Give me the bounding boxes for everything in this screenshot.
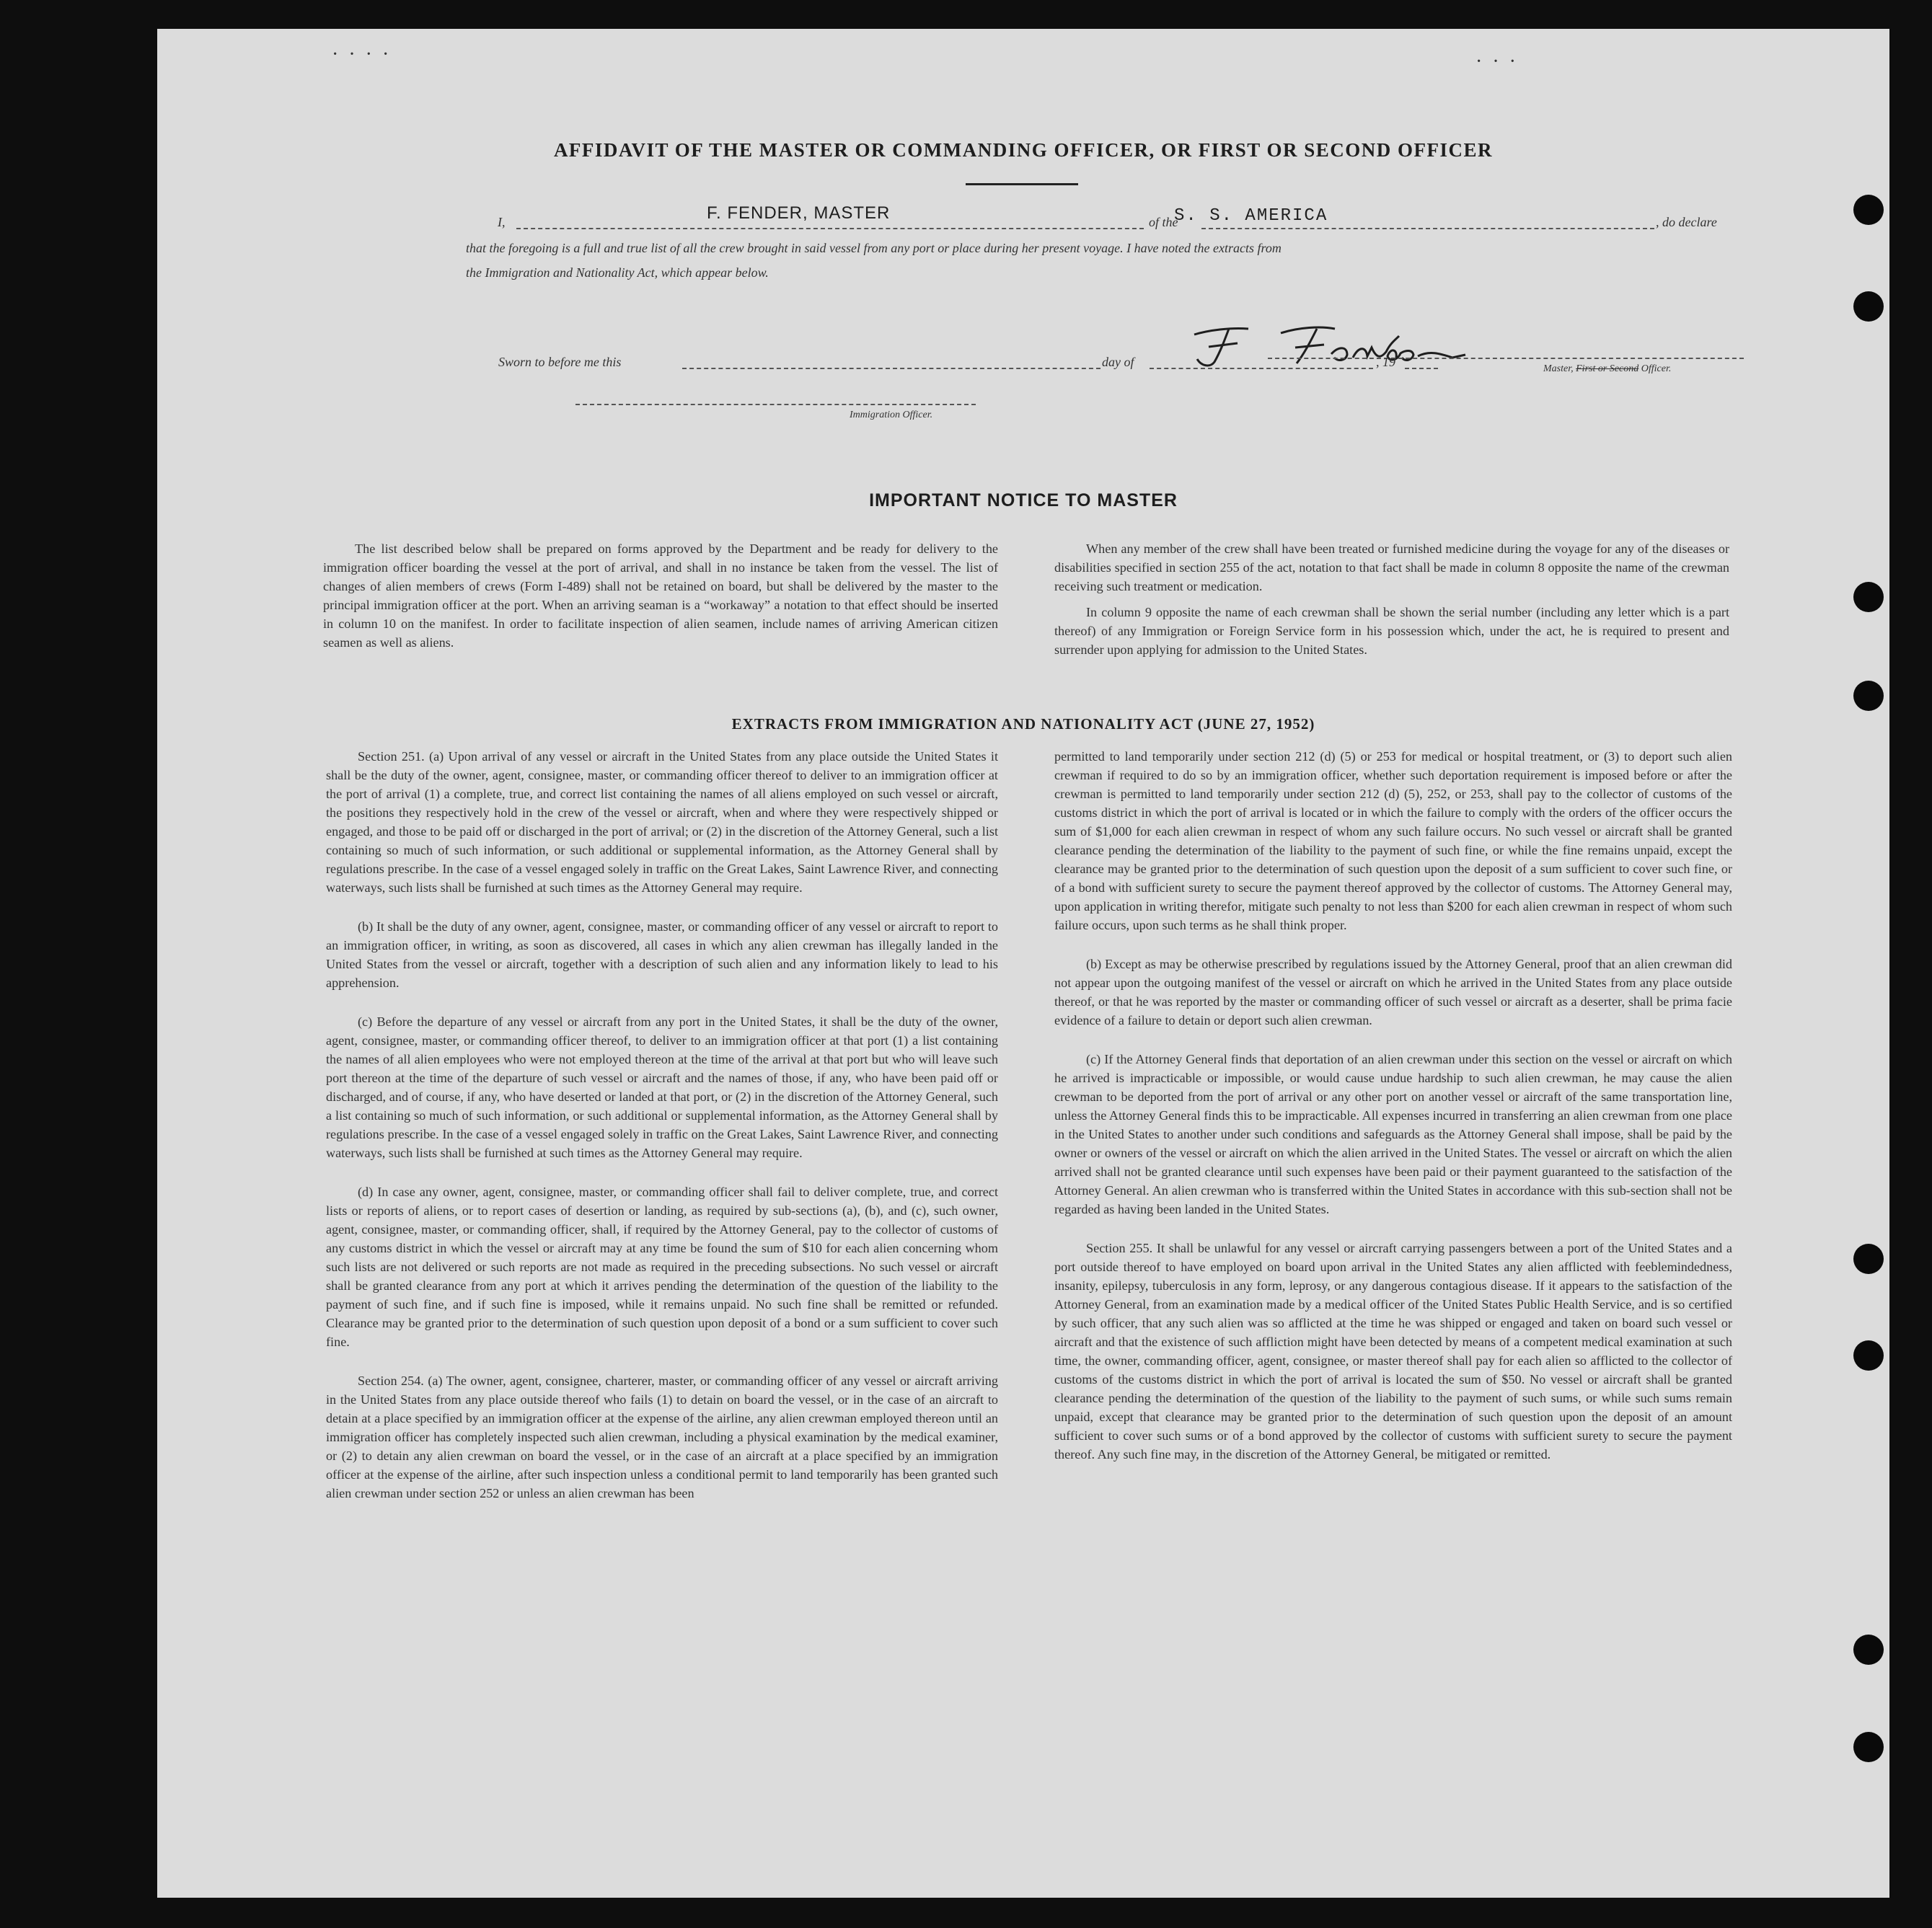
of-the-label: of the xyxy=(1149,215,1178,229)
section-251b: (b) It shall be the duty of any owner, agent, consignee, master, or commanding officer of any vessel or aircraft to report to an immigration officer, in writing, as soon as discovered, all cases in which any alien crewman has illegally landed in the United States from the vessel or aircraft, together with a description of such alien and any information likely to lead to his apprehension. xyxy=(326,919,998,990)
section-254a-continued: permitted to land temporarily under section 212 (d) (5) or 253 for medical or hospital treatment, or (3) to deport such alien crewman if required to do so by an immigration officer, whether such deportation requirement is imposed before or after the crewman is permitted to land temporarily under section 212 (d) (5), 252, or 253, shall pay to the collector of customs of the customs district in which the port of arrival is located or in which the failure to comply with the orders of the officer occurs the sum of $1,000 for each alien crewman in respect of whom any such failure occurs. No such vessel or aircraft shall be granted clearance pending the determination of the liability to the payment of such fine, or while the fine remains unpaid, except the clearance may be granted prior to the determination of such question upon the deposit of a sum sufficient to cover such fine, or of a bond with sufficient surety to secure the payment thereof approved by the collector of customs. The Attorney General may, upon application in writing therefor, mitigate such penalty to not less than $200 for each alien crewman in respect of whom such failure occurs, upon such terms as he shall think proper. xyxy=(1054,749,1732,932)
punch-hole-5 xyxy=(1853,1244,1884,1274)
day-of-label: day of xyxy=(1102,355,1134,369)
section-251d: (d) In case any owner, agent, consignee, master, or commanding officer shall fail to deliver complete, true, and correct lists or reports of aliens, or to report cases of desertion or landing, as required by sub-sections (a), (b), and (c), such owner, agent, consignee, master, or commanding officer, shall, if required by the Attorney General, pay to the collector of customs of any customs district in which the vessel or aircraft may at any time be found the sum of $10 for each alien concerning whom such lists are not delivered or such reports are not made as required in the preceding subsections. No such vessel or aircraft shall be granted clearance from any port at which it arrives pending the determination of the question of the liability to the payment of such fine, and if such fine is imposed, while it remains unpaid. No such fine shall be remitted or refunded. Clearance may be granted prior to the determination of such question upon deposit of a bond or a sum sufficient to cover such fine. xyxy=(326,1185,998,1349)
do-declare-label: , do declare xyxy=(1656,215,1717,229)
section-251c: (c) Before the departure of any vessel or aircraft from any port in the United States, it shall be the duty of the owner, agent, consignee, master, or commanding officer thereof, to deliver to an immigration officer at that port (1) a list containing the names of all alien employees who were not employed thereon at the time of the arrival at that port but who will leave such port thereon at the time of the departure of such vessel or aircraft and the names of those, if any, who have been paid off or discharged, and of course, if any, who have deserted or landed at that port, or (2) in the discretion of the Attorney General, such a list containing so much of such information, or such additional or supplemental information, as the Attorney General shall by regulations prescribe. In the case of a vessel engaged solely in traffic on the Great Lakes, Saint Lawrence River, and connecting waterways, such lists shall be furnished at such times as the Attorney General may require. xyxy=(326,1014,998,1160)
signer-title-prefix: Master, xyxy=(1543,363,1576,374)
corner-mark-left: ···· xyxy=(332,43,400,66)
notice-left-paragraph: The list described below shall be prepared on forms approved by the Department and be ready for delivery to the immigration officer boarding the vessel at the port of arrival, and shall in no instance be taken from the vessel. The list of changes of alien members of crews (Form I-489) shall not be retained on board, but shall be delivered by the master to the principal immigration officer at the port. When an arriving seaman is a “workaway” a notation to that effect should be inserted in column 10 on the manifest. In order to facilitate inspection of alien seamen, include names of arriving American citizen seamen as well as aliens. xyxy=(323,541,998,650)
document-page xyxy=(157,29,1889,1898)
extracts-left-column xyxy=(326,747,998,1510)
punch-hole-3 xyxy=(1853,582,1884,612)
punch-hole-4 xyxy=(1853,681,1884,711)
immigration-officer-label: Immigration Officer. xyxy=(850,410,933,420)
name-line xyxy=(516,228,1144,229)
punch-hole-7 xyxy=(1853,1635,1884,1665)
year-label: , 19 xyxy=(1376,355,1395,369)
notice-title: IMPORTANT NOTICE TO MASTER xyxy=(869,490,1178,510)
notice-left-column xyxy=(323,539,998,659)
section-251a: Section 251. (a) Upon arrival of any vessel or aircraft in the United States from any place outside the United States it shall be the duty of the owner, agent, consignee, master, or commanding officer thereof to deliver to an immigration officer at the port of arrival (1) a complete, true, and correct list containing the names of all aliens employed on such vessel or aircraft, the positions they respectively hold in the crew of the vessel or aircraft, when and where they were respectively shipped or engaged, and those to be paid off or discharged in the port of arrival; or (2) in the discretion of the Attorney General, such a list containing so much of such information, or such additional or supplemental information, as the Attorney General shall by regulations prescribe. In the case of a vessel engaged solely in traffic on the Great Lakes, Saint Lawrence River, and connecting waterways, such lists shall be furnished at such times as the Attorney General may require. xyxy=(326,749,998,895)
signer-title-label xyxy=(1543,363,1671,375)
section-255: Section 255. It shall be unlawful for any vessel or aircraft carrying passengers between a port of the United States and a port outside thereof to have employed on board upon arrival in the United States any alien afflicted with feeblemindedness, insanity, epilepsy, tuberculosis in any form, leprosy, or any dangerous contagious disease. If it appears to the satisfaction of the Attorney General, from an examination made by a medical officer of the United States Public Health Service, and is so certified by such officer, that any such alien was so afflicted at the time he was shipped or engaged and taken on board such vessel or aircraft and that the existence of such affliction might have been detected by means of a competent medical examination at such time, the owner, commanding officer, agent, consignee, or master thereof shall pay for each alien so afflicted to the collector of customs of the customs district in which the port of arrival is located the sum of $50. No vessel or aircraft shall be granted clearance pending the determination of the question of the liability to the payment of such sums, or while such sums remain unpaid, except that clearance may be granted prior to the determination of such question upon the deposit of an amount sufficient to cover such sums or of a bond approved by the collector of customs with sufficient surety to secure the payment thereof. Any such fine may, in the discretion of the Attorney General, be mitigated or remitted. xyxy=(1054,1241,1732,1462)
year-line xyxy=(1405,368,1438,369)
sworn-month-line xyxy=(1150,368,1373,369)
punch-hole-6 xyxy=(1853,1340,1884,1371)
section-254c: (c) If the Attorney General finds that deportation of an alien crewman under this section on the vessel or aircraft on which he arrived is impracticable or impossible, or would cause undue hardship to such alien crewman, he may cause the alien crewman to be deported from the port of arrival or any other port on another vessel or aircraft of the same transportation line, unless the Attorney General finds this to be impracticable. All expenses incurred in transferring an alien crewman from one place in the United States to another under such conditions and safeguards as the Attorney General shall impose, shall be paid by the owner or owners of the vessel or aircraft on which the alien arrived in the United States. The vessel or aircraft on which the alien arrived shall not be granted clearance until such expenses have been paid or their payment guaranteed to the satisfaction of the Attorney General. An alien crewman who is transferred within the United States in accordance with this sub-section shall not be regarded as having been landed in the United States. xyxy=(1054,1052,1732,1216)
declaration-line-2: the Immigration and Nationality Act, which appear below. xyxy=(466,265,769,280)
master-name-value: F. FENDER, MASTER xyxy=(707,203,891,223)
notice-right-paragraph-1: When any member of the crew shall have been treated or furnished medicine during the voyage for any of the diseases or disabilities specified in section 255 of the act, notation to that fact shall be made in column 8 opposite the name of the crewman receiving such treatment or medication. xyxy=(1054,541,1729,593)
extracts-right-column xyxy=(1054,747,1732,1471)
extracts-title: EXTRACTS FROM IMMIGRATION AND NATIONALITY ACT (JUNE 27, 1952) xyxy=(731,715,1315,733)
punch-hole-1 xyxy=(1853,195,1884,225)
punch-hole-8 xyxy=(1853,1732,1884,1762)
notice-right-column xyxy=(1054,539,1729,666)
sworn-label: Sworn to before me this xyxy=(498,355,622,369)
section-254b: (b) Except as may be otherwise prescribed by regulations issued by the Attorney General, proof that an alien crewman did not appear upon the outgoing manifest of the vessel or aircraft on which he arrived in the United States from any place outside thereof, or that he was reported by the master or commanding officer of such vessel or aircraft as a deserter, shall be prima facie evidence of a failure to detain or deport such alien crewman. xyxy=(1054,957,1732,1027)
signature-line xyxy=(1268,358,1744,359)
punch-hole-2 xyxy=(1853,291,1884,322)
i-label: I, xyxy=(498,215,506,229)
vessel-name-value: S. S. AMERICA xyxy=(1174,206,1328,226)
title-divider xyxy=(966,183,1078,185)
signer-title-suffix: Officer. xyxy=(1638,363,1672,374)
declaration-line-1: that the foregoing is a full and true list of all the crew brought in said vessel from any port or place during her present voyage. I have noted the extracts from xyxy=(466,241,1282,255)
signer-title-struck: First or Second xyxy=(1576,363,1639,374)
vessel-line xyxy=(1201,228,1654,229)
corner-mark-right: ··· xyxy=(1476,50,1526,73)
sworn-day-line xyxy=(682,368,1100,369)
officer-signature-line xyxy=(575,404,976,405)
section-254a: Section 254. (a) The owner, agent, consignee, charterer, master, or commanding officer of any vessel or aircraft arriving in the United States from any place outside thereof who fails (1) to detain on board the vessel, or in the case of an aircraft to detain at a place specified by an immigration officer at the expense of the airline, any alien crewman employed thereon until an immigration officer has completely inspected such alien crewman, including a physical examination by the medical examiner, or (2) to detain any alien crewman on board the vessel, or in the case of an aircraft at a place specified by an immigration officer at the expense of the airline, after such inspection unless a conditional permit to land temporarily has been granted such alien crewman under section 252 or unless an alien crewman has been xyxy=(326,1374,998,1500)
master-signature xyxy=(1180,314,1555,372)
notice-right-paragraph-2: In column 9 opposite the name of each crewman shall be shown the serial number (including any letter which is a part thereof) of any Immigration or Foreign Service form in his possession which, under the act, he is required to present and surrender upon applying for admission to the United States. xyxy=(1054,605,1729,657)
affidavit-title: AFFIDAVIT OF THE MASTER OR COMMANDING OFFICER, OR FIRST OR SECOND OFFICER xyxy=(553,139,1494,161)
